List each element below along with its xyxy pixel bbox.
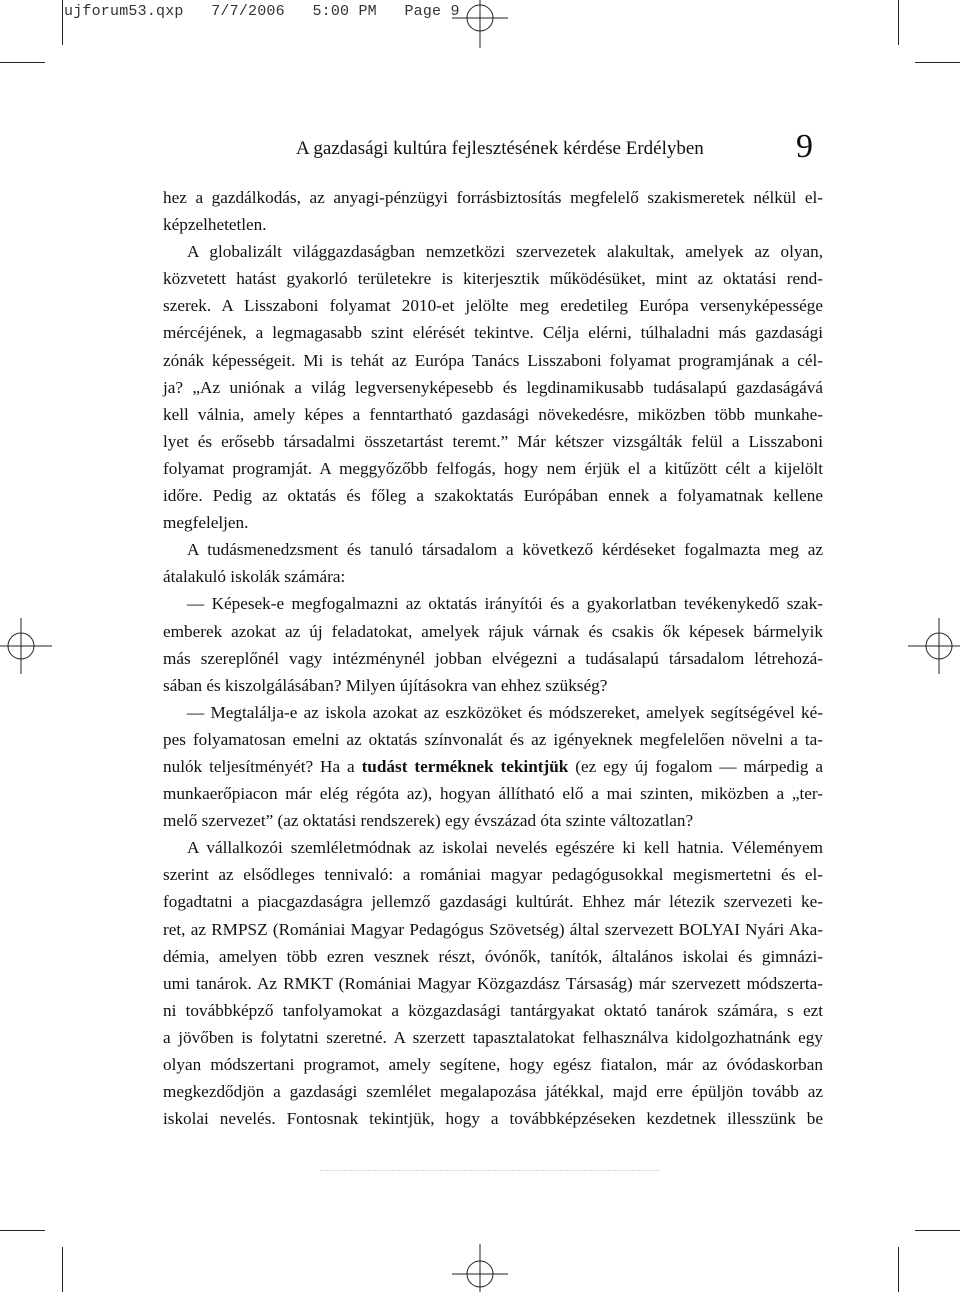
- text-line: ja? „Az uniónak a világ legversenyképesebb és legdinamikusabb tudásalapú gazdaságává: [163, 377, 823, 397]
- text-line: a jövőben is folytatni szeretné. A szerzett tapasztalatokat felhasználva kidolgozhatnánk egy: [163, 1027, 823, 1047]
- text-line: pes folyamatosan emelni az oktatás színvonalát és az igényeknek megfelelően növelni a ta-: [163, 729, 823, 749]
- text-line: sában és kiszolgálásában? Milyen újításokra van ehhez szükség?: [163, 675, 608, 695]
- text-line: démia, amelyen több ezren vesznek részt, óvónők, tanítók, általános iskolai és gimnázi-: [163, 946, 823, 966]
- crop-mark: [915, 1230, 960, 1231]
- crop-mark: [62, 0, 63, 45]
- crop-mark: [898, 0, 899, 45]
- text-line: megkezdődjön a gazdasági szemlélet megalapozása játékkal, majd erre épüljön tovább az: [163, 1082, 823, 1102]
- text-segment: (ez egy új fogalom — márpedig a: [568, 756, 823, 776]
- text-line-with-emphasis: [163, 753, 823, 780]
- article-body: [163, 184, 823, 1132]
- text-line: fogadtatni a piacgazdaságra jellemző gazdasági kultúrát. Ehhez már létezik szervezeti ke-: [163, 892, 823, 912]
- text-line: szerint az elsődleges tennivaló: a romániai magyar pedagógusokkal megismertetni és el-: [163, 865, 823, 885]
- crop-mark: [0, 62, 45, 63]
- printer-slug: ujforum53.qxp 7/7/2006 5:00 PM Page 9: [64, 3, 460, 20]
- text-line: folyamat programját. A meggyőzőbb felfogás, hogy nem érjük el a kitűzött célt a kijelölt: [163, 458, 823, 478]
- text-line: — Képesek-e megfogalmazni az oktatás irányítói és a gyakorlatban tevékenykedő szak-: [187, 594, 823, 614]
- text-segment: nulók teljesítményét? Ha a: [163, 756, 362, 776]
- text-line: melő szervezet” (az oktatási rendszerek) egy évszázad óta szinte változatlan?: [163, 811, 694, 831]
- text-line: ni továbbképző tanfolyamokat a közgazdasági tantárgyakat oktató tanárok számára, s ezt: [163, 1000, 823, 1020]
- crop-mark: [898, 1247, 899, 1292]
- text-line: lyet és erősebb társadalmi összetartást teremt.” Már kétszer vizsgálták felül a Lisszaboni: [163, 431, 823, 451]
- text-line: átalakuló iskolák számára:: [163, 567, 346, 587]
- text-line: olyan módszertani programot, amely segítene, hogy egész fiatalon, már az óvódaskorban: [163, 1055, 823, 1074]
- text-line: megfeleljen.: [163, 513, 249, 533]
- text-line: mércéjének, a legmagasabb szint elérését tekintve. Célja elérni, túlhaladni más gazdasági: [163, 323, 823, 343]
- text-line: A globalizált világgazdaságban nemzetközi szervezetek alakultak, amelyek az olyan,: [187, 242, 823, 262]
- text-line: ret, az RMPSZ (Romániai Magyar Pedagógus Szövetség) által szervezett BOLYAI Nyári Aka-: [163, 919, 823, 939]
- dotted-guide: [150, 1170, 830, 1171]
- emphasized-phrase: tudást terméknek tekintjük: [361, 756, 569, 776]
- text-line: más szereplőnél vagy intézménynél jobban elvégezni a tudásalapú társadalom létrehozá-: [163, 648, 823, 668]
- registration-mark-left: [0, 614, 52, 678]
- text-line: időre. Pedig az oktatás és főleg a szakoktatás Európában ennek a folyamatnak kellene: [163, 486, 823, 506]
- text-line: közvetett hatást gyakorló területekre is kiterjesztik működésüket, mint az oktatási rend-: [163, 269, 823, 289]
- text-line: zónák képességeit. Mi is tehát az Európa Tanács Lisszaboni folyamat programjának a cél-: [163, 350, 823, 370]
- text-line: iskolai nevelés. Fontosnak tekintjük, hogy a továbbképzéseken kezdetnek illesszünk be: [163, 1109, 823, 1129]
- registration-mark-top: [448, 0, 512, 48]
- text-line: umi tanárok. Az RMKT (Romániai Magyar Közgazdász Társaság) már szervezett módszerta-: [163, 973, 823, 993]
- text-line: emberek azokat az új feladatokat, amelyek rájuk várnak és csakis ők képesek bármelyik: [163, 621, 823, 641]
- crop-mark: [915, 62, 960, 63]
- text-line: — Megtalálja-e az iskola azokat az eszközöket és módszereket, amelyek segítségével ké-: [187, 702, 823, 722]
- text-line: szerek. A Lisszaboni folyamat 2010-et jelölte meg eredetileg Európa versenyképessége: [163, 296, 823, 316]
- text-line: kell válnia, amely képes a fenntartható gazdasági növekedésre, miközben több munkahe-: [163, 404, 823, 424]
- crop-mark: [0, 1230, 45, 1231]
- text-line: A tudásmenedzsment és tanuló társadalom a következő kérdéseket fogalmazta meg az: [187, 540, 823, 560]
- registration-mark-bottom: [448, 1244, 512, 1292]
- text-line: A vállalkozói szemléletmódnak az iskolai nevelés egészére ki kell hatnia. Véleményem: [187, 838, 823, 858]
- text-line: munkaerőpiacon már elég régóta az), hogyan állítható elő a mai szinten, miközben a „ter-: [163, 784, 823, 804]
- page-number: 9: [796, 128, 813, 165]
- text-line: képzelhetetlen.: [163, 215, 267, 235]
- crop-mark: [62, 1247, 63, 1292]
- registration-mark-right: [908, 614, 960, 678]
- text-line: hez a gazdálkodás, az anyagi-pénzügyi forrásbiztosítás megfelelő szakismeretek nélkül el-: [163, 188, 823, 207]
- running-head: A gazdasági kultúra fejlesztésének kérdése Erdélyben: [296, 138, 704, 159]
